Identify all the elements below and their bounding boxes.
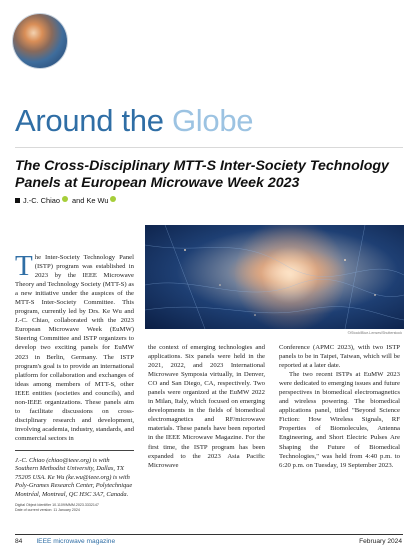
doi-line: Digital Object Identifier 10.1109/MMM.2023.3332147 (15, 503, 99, 507)
body-text: the context of emerging technologies and applications. Six panels were held in the 2021, 2022, and 2023 International Microwave Symposia virtually, in Denver, CO and San Diego, CA, respectively. Two panels were organized at the EuMW 2022 in Milan, Italy, which focused on emerging developments in the fields of biomedical electromagnetics and RF/microwave materials. These panels have been reported in the IEEE Microwave Magazine. For the first time, the ISTP program has been expanded to the 2023 Asia Pacific Microwave (148, 344, 265, 469)
body-text: Conference (APMC 2023), with two ISTP panels to be in Taipei, Taiwan, which will be reported at a later date. (279, 344, 400, 370)
doi-info (15, 503, 134, 512)
magazine-name: IEEE microwave magazine (36, 538, 116, 545)
orcid-icon[interactable] (62, 196, 68, 202)
affiliation-text: J.-C. Chiao (chiao@ieee.org) is with Southern Methodist University, Dallas, TX 75205 USA. Ke Wu (ke.wu@ieee.org) is with Poly-Grames Research Center, Polytechnique Montréal, Montreal, QC H3C 3A7, Canada. (15, 457, 133, 498)
body-text: The two recent ISTPs at EuMW 2023 were dedicated to emerging issues and future perspectives in biomedical electromagnetics and wireless powering. The biomedical applications panel, titled "Beyond Science Fiction: How Wireless Signals, RF Properties of Biomolecules, Antenna Engineering, and Short Electric Pulses Are Shaping the Future of Biomedical Technologies," was held from 4:40 p.m. to 6:20 p.m. on Tuesday, 19 September 2023. (279, 371, 400, 469)
drop-cap: T (15, 250, 33, 282)
byline (15, 196, 118, 205)
body-column-3 (279, 343, 400, 470)
section-title-word2: Globe (171, 103, 254, 138)
issue-date: February 2024 (359, 538, 402, 545)
page-number: 84 (15, 538, 23, 545)
article-title: The Cross-Disciplinary MTT-S Inter-Society Technology Panels at European Microwave Week 2023 (15, 158, 389, 191)
section-globe-logo (13, 14, 67, 68)
orcid-icon[interactable] (110, 196, 116, 202)
body-column-2 (148, 343, 265, 470)
author-affiliation (15, 450, 134, 499)
section-title (15, 104, 253, 138)
author-1: J.-C. Chiao (23, 196, 60, 205)
body-column-1 (15, 250, 134, 443)
footer-divider (15, 534, 403, 535)
byline-square-icon (15, 198, 20, 203)
hero-network-lines (145, 225, 404, 329)
byline-connector: and (72, 196, 85, 205)
section-divider (15, 147, 403, 148)
body-text: he Inter-Society Technology Panel (ISTP) program was established in 2023 by the IEEE Microwave Theory and Technology Society (MTT-S) as a new initiative under the auspices of the MTT-S Inter-Society Committee. This program, currently led by Drs. Ke Wu and J.-C. Chiao, collaborated with the 2023 European Microwave Week (EuMW) Steering Committee and ISTP organizers to develop two exciting panels for EuMW 2023 in Berlin, Germany. The ISTP program's goal is to provide an international platform for collaboration and exchanges of ideas among members of MTT-S, other IEEE entities (societies and councils), and non-IEEE organizations. These panels aim to facilitate discussions on cross-disciplinary research and development, involving academia, industry, standards, and commercial sectors in (15, 254, 134, 442)
footer-left (15, 538, 115, 545)
date-line: Date of current version: 11 January 2024 (15, 507, 80, 512)
section-title-word1: Around the (15, 103, 172, 138)
hero-image (145, 225, 404, 329)
author-2: Ke Wu (86, 196, 109, 205)
image-credit: ©iStock/Blue-Lenses/Shutterstock (347, 331, 402, 335)
